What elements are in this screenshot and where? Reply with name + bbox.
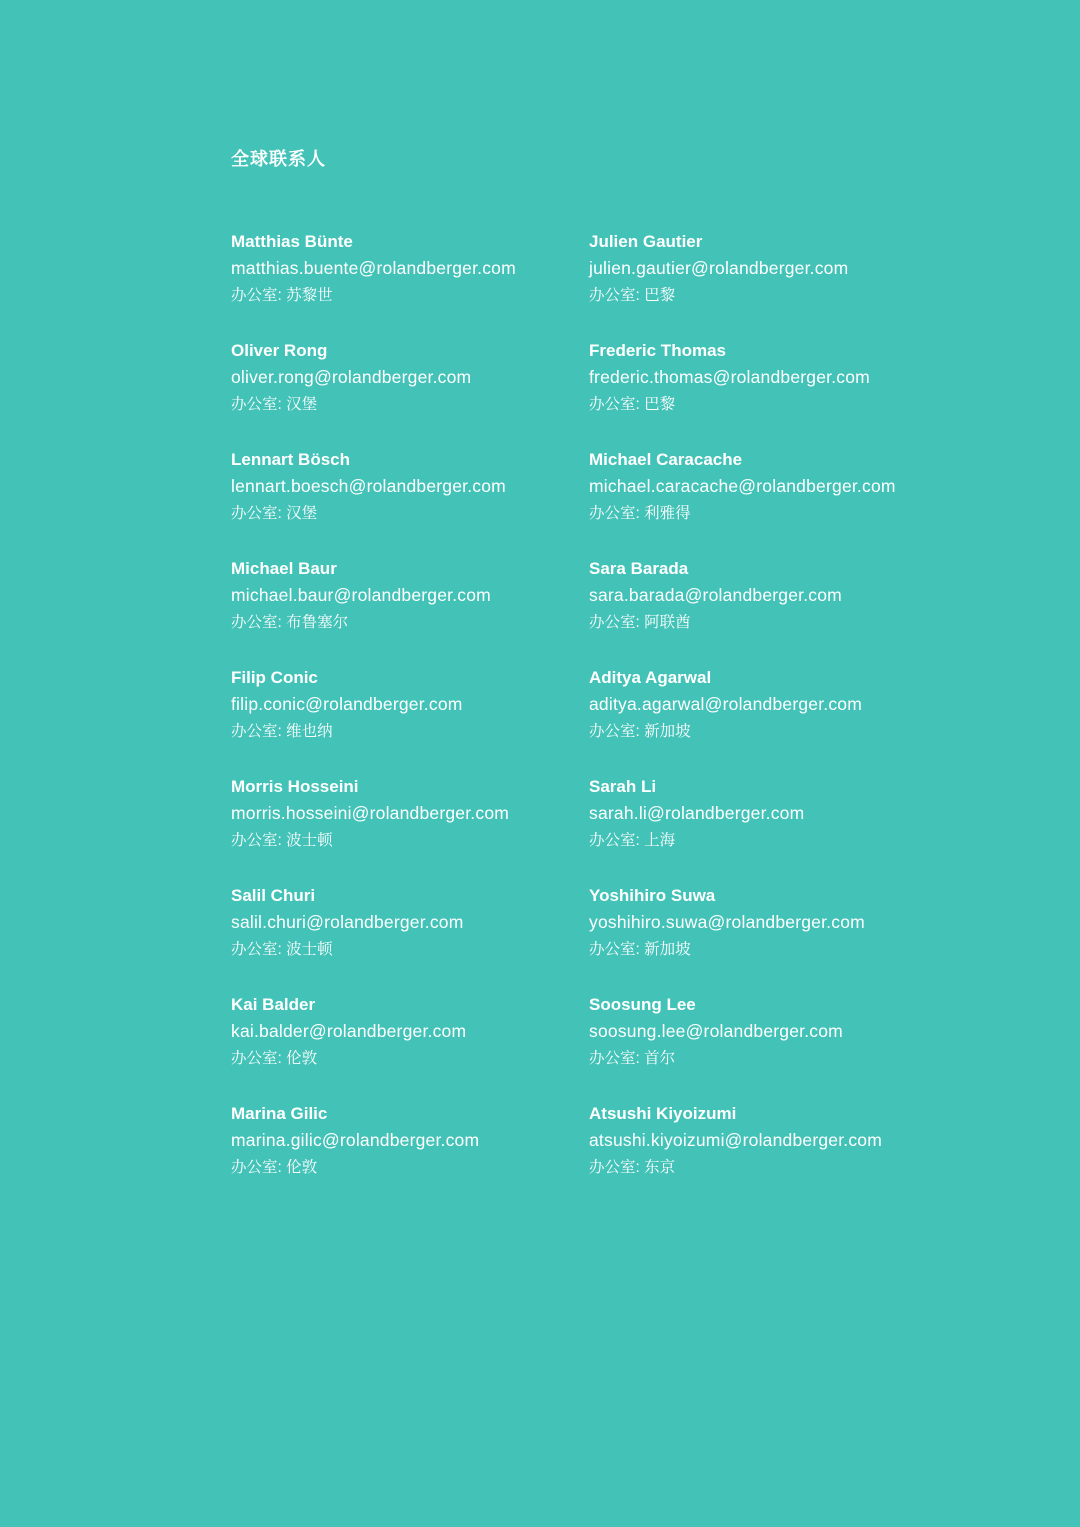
contact-card — [589, 228, 989, 337]
contact-office: 办公室: 利雅得 — [589, 505, 691, 522]
contact-office: 办公室: 汉堡 — [231, 396, 318, 413]
contact-email[interactable]: filip.conic@rolandberger.com — [231, 694, 463, 714]
contact-email[interactable]: soosung.lee@rolandberger.com — [589, 1021, 843, 1041]
contact-office: 办公室: 伦敦 — [231, 1050, 318, 1067]
contact-card — [589, 1100, 989, 1209]
contact-card — [589, 555, 989, 664]
contact-card — [589, 337, 989, 446]
contact-card — [231, 664, 589, 773]
contact-card — [589, 446, 989, 555]
contact-name: Aditya Agarwal — [589, 668, 712, 687]
contact-card — [231, 773, 589, 882]
contact-card — [589, 664, 989, 773]
contact-name: Marina Gilic — [231, 1104, 328, 1123]
contact-email[interactable]: morris.hosseini@rolandberger.com — [231, 803, 510, 823]
contact-office: 办公室: 汉堡 — [231, 505, 318, 522]
contact-name: Sara Barada — [589, 559, 689, 578]
contact-name: Matthias Bünte — [231, 232, 353, 251]
contact-card — [589, 773, 989, 882]
contact-email[interactable]: sarah.li@rolandberger.com — [589, 803, 805, 823]
contact-email[interactable]: michael.baur@rolandberger.com — [231, 585, 491, 605]
contact-office: 办公室: 波士顿 — [231, 832, 333, 849]
contact-email[interactable]: aditya.agarwal@rolandberger.com — [589, 694, 862, 714]
contact-office: 办公室: 巴黎 — [589, 287, 676, 304]
contact-office: 办公室: 巴黎 — [589, 396, 676, 413]
contact-office: 办公室: 维也纳 — [231, 723, 333, 740]
contact-office: 办公室: 阿联酋 — [589, 614, 691, 631]
contact-card — [231, 882, 589, 991]
contact-name: Soosung Lee — [589, 995, 696, 1014]
contact-office: 办公室: 东京 — [589, 1159, 676, 1176]
contact-email[interactable]: sara.barada@rolandberger.com — [589, 585, 842, 605]
contact-name: Morris Hosseini — [231, 777, 359, 796]
contact-email[interactable]: julien.gautier@rolandberger.com — [589, 258, 849, 278]
contact-office: 办公室: 上海 — [589, 832, 676, 849]
contact-card — [231, 337, 589, 446]
contact-card — [231, 555, 589, 664]
contact-email[interactable]: yoshihiro.suwa@rolandberger.com — [589, 912, 865, 932]
contact-email[interactable]: lennart.boesch@rolandberger.com — [231, 476, 506, 496]
contact-card — [589, 991, 989, 1100]
contact-email[interactable]: michael.caracache@rolandberger.com — [589, 476, 896, 496]
contact-name: Frederic Thomas — [589, 341, 726, 360]
contact-card — [231, 991, 589, 1100]
contact-office: 办公室: 伦敦 — [231, 1159, 318, 1176]
contact-office: 办公室: 新加坡 — [589, 723, 691, 740]
contact-name: Michael Caracache — [589, 450, 743, 469]
contact-name: Kai Balder — [231, 995, 316, 1014]
contact-name: Lennart Bösch — [231, 450, 351, 469]
contact-grid — [231, 228, 991, 1209]
contact-name: Michael Baur — [231, 559, 337, 578]
contact-name: Atsushi Kiyoizumi — [589, 1104, 737, 1123]
contact-name: Salil Churi — [231, 886, 316, 905]
contact-card — [231, 446, 589, 555]
contact-email[interactable]: marina.gilic@rolandberger.com — [231, 1130, 480, 1150]
contact-email[interactable]: frederic.thomas@rolandberger.com — [589, 367, 870, 387]
contact-name: Sarah Li — [589, 777, 657, 796]
contact-name: Oliver Rong — [231, 341, 328, 360]
contact-card — [231, 1100, 589, 1209]
contact-office: 办公室: 苏黎世 — [231, 287, 333, 304]
contact-name: Yoshihiro Suwa — [589, 886, 716, 905]
contact-name: Julien Gautier — [589, 232, 703, 251]
contact-office: 办公室: 波士顿 — [231, 941, 333, 958]
contact-office: 办公室: 布鲁塞尔 — [231, 614, 349, 631]
contact-card — [231, 228, 589, 337]
contact-email[interactable]: oliver.rong@rolandberger.com — [231, 367, 472, 387]
contact-email[interactable]: matthias.buente@rolandberger.com — [231, 258, 516, 278]
contact-office: 办公室: 首尔 — [589, 1050, 676, 1067]
contact-email[interactable]: atsushi.kiyoizumi@rolandberger.com — [589, 1130, 883, 1150]
contact-email[interactable]: salil.churi@rolandberger.com — [231, 912, 464, 932]
contact-name: Filip Conic — [231, 668, 318, 687]
contact-card — [589, 882, 989, 991]
page-title: 全球联系人 — [231, 149, 326, 169]
contact-office: 办公室: 新加坡 — [589, 941, 691, 958]
contact-email[interactable]: kai.balder@rolandberger.com — [231, 1021, 467, 1041]
